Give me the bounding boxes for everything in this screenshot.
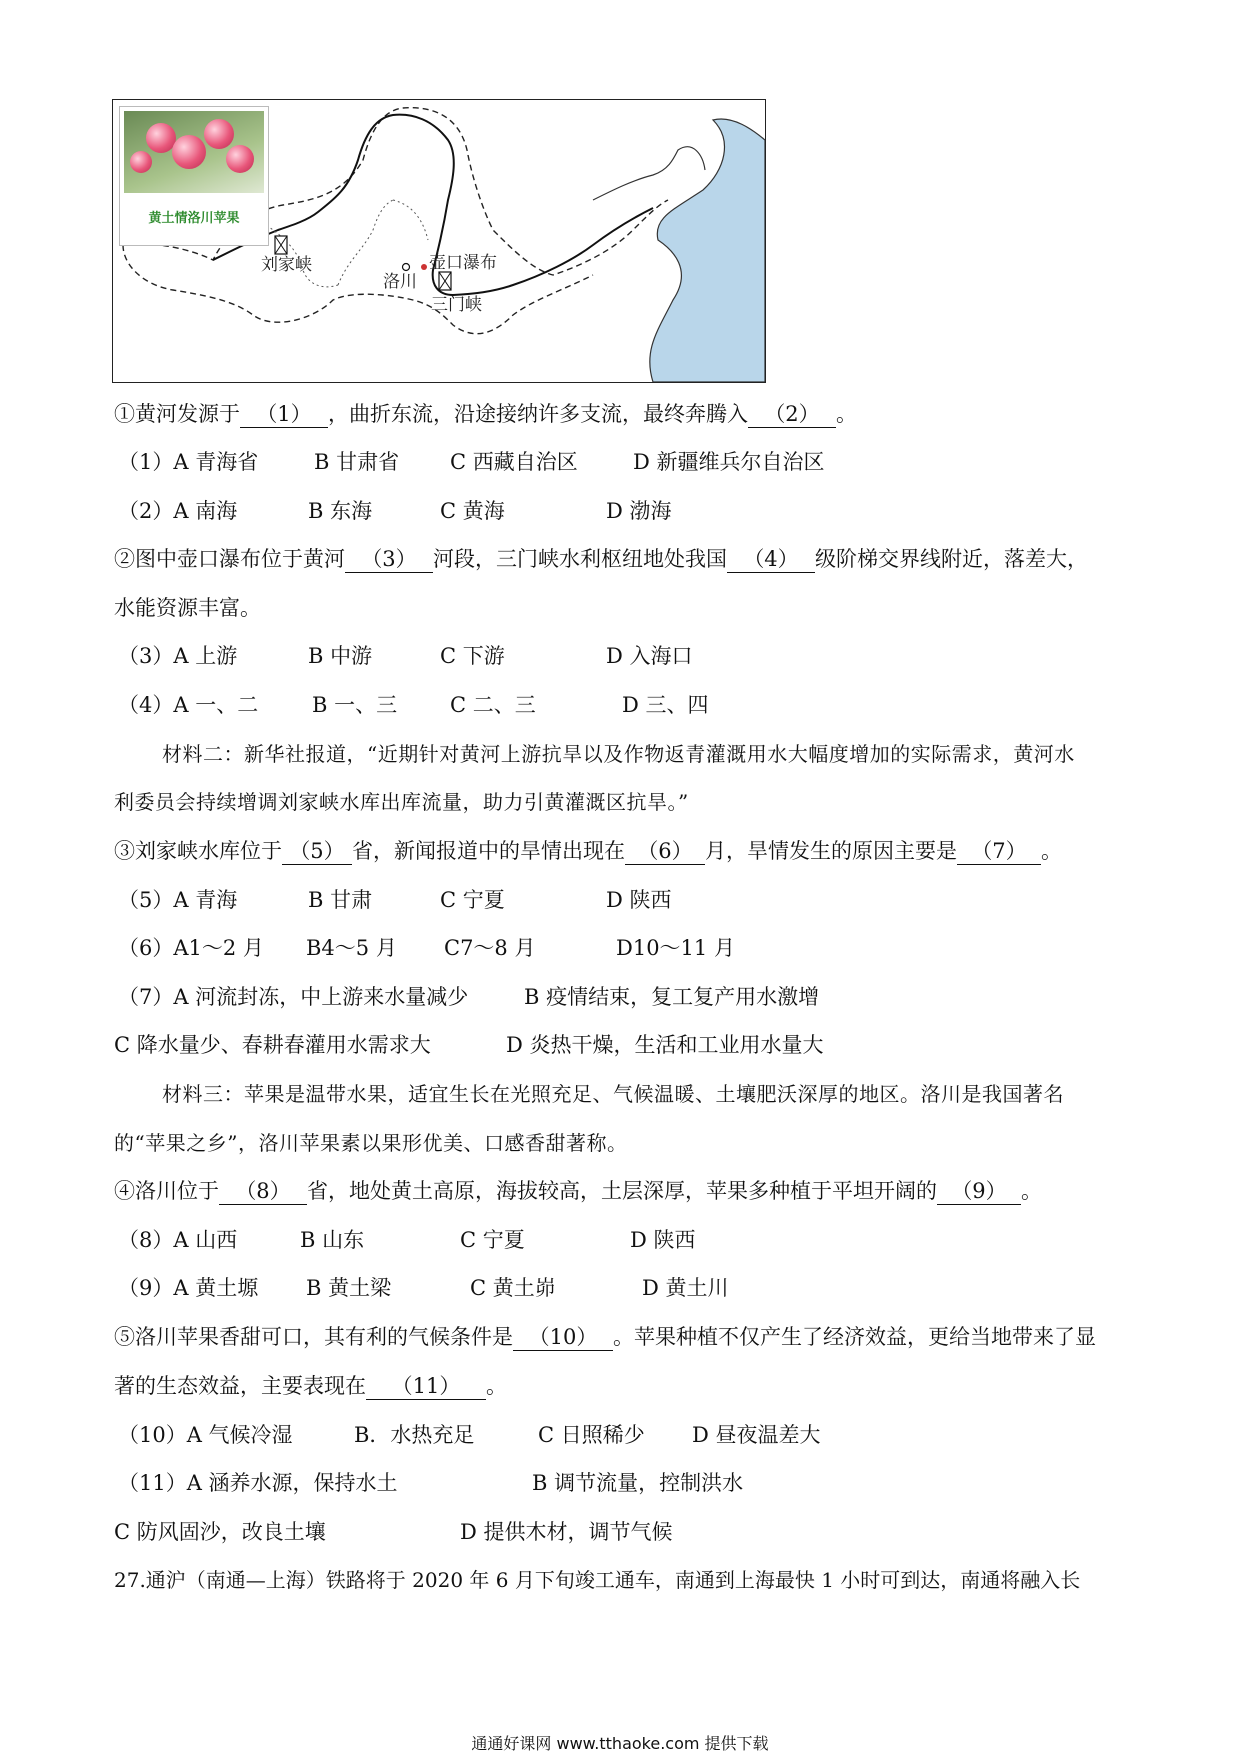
blank-7[interactable]: （7）	[957, 838, 1041, 865]
option-3b[interactable]: B 中游	[308, 644, 373, 668]
options-5	[118, 884, 672, 916]
option-6c[interactable]: C7～8 月	[444, 936, 536, 960]
blank-3[interactable]: （3）	[345, 546, 433, 573]
option-5a[interactable]: （5）A 青海	[118, 888, 238, 912]
option-2d[interactable]: D 渤海	[606, 499, 672, 523]
blank-5[interactable]: （5）	[282, 838, 352, 865]
question-1: ①黄河发源于 （1） ，曲折东流，沿途接纳许多支流，最终奔腾入 （2） 。	[114, 402, 857, 426]
material-3-line2: 的“苹果之乡”，洛川苹果素以果形优美、口感香甜著称。	[114, 1131, 628, 1155]
option-1d[interactable]: D 新疆维兵尔自治区	[633, 450, 825, 474]
option-10d[interactable]: D 昼夜温差大	[692, 1423, 821, 1447]
label-hukou: 壶口瀑布	[429, 253, 497, 273]
yellow-river-map	[112, 99, 766, 383]
option-7d[interactable]: D 炎热干燥，生活和工业用水量大	[506, 1033, 824, 1057]
apple-photo-inset	[119, 106, 269, 246]
option-8c[interactable]: C 宁夏	[460, 1228, 525, 1252]
apple-photo	[124, 111, 264, 193]
label-sanmenxia: 三门峡	[431, 295, 482, 315]
options-2	[118, 495, 672, 527]
question-5-line2: 著的生态效益，主要表现在 （11） 。	[114, 1374, 507, 1398]
option-11a[interactable]: （11）A 涵养水源，保持水土	[118, 1471, 398, 1495]
options-8	[118, 1224, 696, 1256]
option-8a[interactable]: （8）A 山西	[118, 1228, 238, 1252]
options-11a	[118, 1467, 743, 1499]
option-4b[interactable]: B 一、三	[312, 693, 398, 717]
option-1c[interactable]: C 西藏自治区	[450, 450, 578, 474]
option-6b[interactable]: B4～5 月	[306, 936, 397, 960]
option-1a[interactable]: （1）A 青海省	[118, 450, 259, 474]
option-2a[interactable]: （2）A 南海	[118, 499, 238, 523]
question-3: ③刘家峡水库位于 （5） 省，新闻报道中的旱情出现在 （6） 月，旱情发生的原因主要是 （7） 。	[114, 839, 1062, 863]
option-11c[interactable]: C 防风固沙，改良土壤	[114, 1520, 326, 1544]
material-2-line2: 利委员会持续增调刘家峡水库出库流量，助力引黄灌溉区抗旱。”	[114, 790, 689, 814]
option-4a[interactable]: （4）A 一、二	[118, 693, 259, 717]
blank-9[interactable]: （9）	[937, 1178, 1021, 1205]
question-5: ⑤洛川苹果香甜可口，其有利的气候条件是 （10） 。苹果种植不仅产生了经济效益，更给当地带来了显	[114, 1325, 1096, 1349]
option-5b[interactable]: B 甘肃	[308, 888, 373, 912]
option-11b[interactable]: B 调节流量，控制洪水	[532, 1471, 744, 1495]
option-6d[interactable]: D10～11 月	[616, 936, 735, 960]
option-3c[interactable]: C 下游	[440, 644, 505, 668]
option-5c[interactable]: C 宁夏	[440, 888, 505, 912]
option-1b[interactable]: B 甘肃省	[314, 450, 400, 474]
option-8d[interactable]: D 陕西	[630, 1228, 696, 1252]
blank-6[interactable]: （6）	[625, 838, 705, 865]
blank-4[interactable]: （4）	[727, 546, 815, 573]
options-6	[118, 932, 735, 964]
question-2-line2: 水能资源丰富。	[114, 596, 261, 620]
options-7a	[118, 981, 819, 1013]
options-3	[118, 640, 693, 672]
option-9b[interactable]: B 黄土梁	[306, 1276, 392, 1300]
option-7b[interactable]: B 疫情结束，复工复产用水激增	[524, 985, 820, 1009]
blank-8[interactable]: （8）	[219, 1178, 307, 1205]
material-3-line1: 材料三：苹果是温带水果，适宜生长在光照充足、气候温暖、土壤肥沃深厚的地区。洛川是我国著名	[162, 1082, 1064, 1106]
hukou-marker	[421, 264, 427, 270]
options-4	[118, 689, 709, 721]
option-10b[interactable]: B．水热充足	[354, 1423, 475, 1447]
options-1	[118, 446, 825, 478]
option-10c[interactable]: C 日照稀少	[538, 1423, 645, 1447]
option-2c[interactable]: C 黄海	[440, 499, 505, 523]
blank-2[interactable]: （2）	[748, 401, 836, 428]
option-6a[interactable]: （6）A1～2 月	[118, 936, 264, 960]
option-9d[interactable]: D 黄土川	[642, 1276, 729, 1300]
options-11b	[114, 1516, 673, 1548]
option-4c[interactable]: C 二、三	[450, 693, 536, 717]
apple-caption: 黄土情洛川苹果	[148, 211, 240, 226]
option-3d[interactable]: D 入海口	[606, 644, 693, 668]
option-9a[interactable]: （9）A 黄土塬	[118, 1276, 259, 1300]
option-5d[interactable]: D 陕西	[606, 888, 672, 912]
option-9c[interactable]: C 黄土峁	[470, 1276, 556, 1300]
sea-area	[650, 119, 765, 382]
option-8b[interactable]: B 山东	[300, 1228, 365, 1252]
label-liujiaxia: 刘家峡	[261, 255, 312, 275]
option-11d[interactable]: D 提供木材，调节气候	[460, 1520, 673, 1544]
blank-10[interactable]: （10）	[513, 1324, 613, 1351]
sanmenxia-dam-marker	[439, 272, 451, 290]
blank-1[interactable]: （1）	[240, 401, 328, 428]
page-footer: 通通好课网 www.tthaoke.com 提供下载	[471, 1734, 769, 1753]
question-2: ②图中壶口瀑布位于黄河 （3） 河段，三门峡水利枢纽地处我国 （4） 级阶梯交界线附近，落差大，	[114, 547, 1088, 571]
options-7b	[114, 1029, 824, 1061]
question-4: ④洛川位于 （8） 省，地处黄土高原，海拔较高，土层深厚，苹果多种植于平坦开阔的 （9） 。	[114, 1179, 1042, 1203]
label-luochuan: 洛川	[383, 272, 417, 292]
option-3a[interactable]: （3）A 上游	[118, 644, 238, 668]
option-7c[interactable]: C 降水量少、春耕春灌用水需求大	[114, 1033, 431, 1057]
option-2b[interactable]: B 东海	[308, 499, 373, 523]
option-7a[interactable]: （7）A 河流封冻，中上游来水量减少	[118, 985, 469, 1009]
option-10a[interactable]: （10）A 气候冷湿	[118, 1423, 293, 1447]
options-10	[118, 1419, 821, 1451]
blank-11[interactable]: （11）	[366, 1373, 486, 1400]
option-4d[interactable]: D 三、四	[622, 693, 709, 717]
options-9	[118, 1272, 729, 1304]
material-2-line1: 材料二：新华社报道，“近期针对黄河上游抗旱以及作物返青灌溉用水大幅度增加的实际需求，黄河水	[162, 742, 1075, 766]
question-27: 27.通沪（南通—上海）铁路将于 2020 年 6 月下旬竣工通车，南通到上海最快 1 小时可到达，南通将融入长	[114, 1568, 1081, 1592]
